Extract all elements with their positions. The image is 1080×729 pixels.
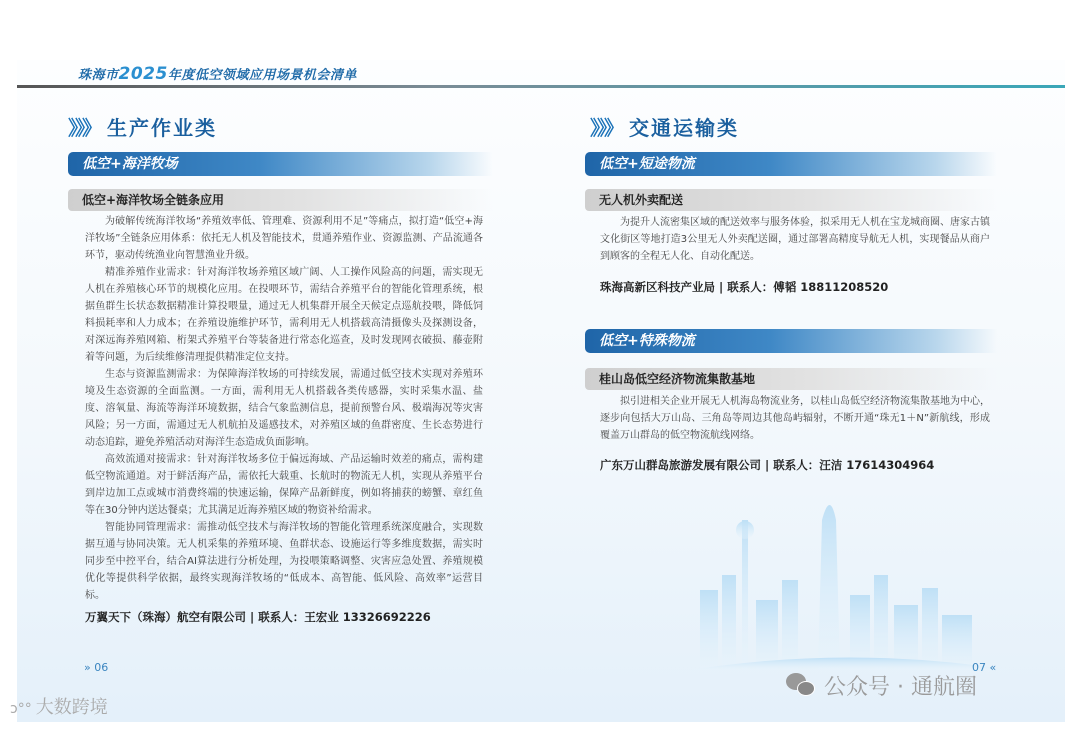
logo-icon: ↄ°° [10,701,32,717]
watermark-text: 大数跨境 [35,697,108,718]
item-description [600,393,990,444]
paragraph: 智能协同管理需求：需推动低空技术与海洋牧场的智能化管理系统深度融合，实现数据互通与协同决策。无人机采集的养殖环境、鱼群状态、设施运行等多维度数据，需实时同步至中控平台，结合AI算法进行分析处理，为投喂策略调整、灾害应急处置、养殖规模优化等提供科学依据，最终实现海洋牧场的“低成本、高智能、低风险、高效率”运营目标。 [85,522,483,601]
paragraph: 为提升人流密集区域的配送效率与服务体验，拟采用无人机在宝龙城商圈、唐家古镇文化街区等地打造3公里无人外卖配送圈，通过部署高精度导航无人机，实现餐品从商户到顾客的全程无人化、自动化配送。 [600,217,990,262]
section-heading-transport [590,112,739,141]
paragraph: 精准养殖作业需求：针对海洋牧场养殖区域广阔、人工操作风险高的问题，需实现无人机在养殖核心环节的规模化应用。在投喂环节，需结合养殖平台的智能化管理系统，根据鱼群生长状态数据精准计算投喂量，通过无人机集群开展全天候定点巡航投喂，降低饲料损耗率和人力成本；在养殖设施维护环节，需利用无人机搭载高清摄像头及探测设备，对深远海养殖网箱、桁架式养殖平台等装备进行常态化巡查，及时发现网衣破损、藤壶附着等问题，为后续维修清理提供精准定位支持。 [85,267,483,363]
watermark-left [10,693,108,719]
paragraph: 生态与资源监测需求：为保障海洋牧场的可持续发展，需通过低空技术实现对养殖环境及生态资源的全面监测。一方面，需利用无人机搭载各类传感器，实时采集水温、盐度、溶氧量、海流等海洋环境数据，结合气象监测信息，提前预警台风、极端海况等灾害风险；另一方面，需通过无人机航拍及遥感技术，对养殖区域的鱼群密度、生长态势进行动态追踪，避免养殖活动对海洋生态造成负面影响。 [85,369,483,448]
city-skyline-illustration [690,480,1010,680]
wechat-icon [786,673,816,697]
contact-info: 珠海高新区科技产业局 | 联系人：傅韬 18811208520 [600,280,889,294]
section-heading-production [68,112,217,141]
item-title-bar: 无人机外卖配送 [585,189,997,211]
item-title-bar: 低空+海洋牧场全链条应用 [68,189,493,211]
chevrons-icon: 》》》 [68,116,99,140]
document-title [78,64,357,84]
item-title-bar: 桂山岛低空经济物流集散基地 [585,368,997,390]
paragraph: 高效流通对接需求：针对海洋牧场多位于偏远海域、产品运输时效差的痛点，需构建低空物流通道。对于鲜活海产品，需依托大载重、长航时的物流无人机，实现从养殖平台到岸边加工点或城市消费终端的快速运输，保障产品新鲜度，例如将捕获的螃蟹、章红鱼等在30分钟内送达餐桌；尤其满足近海养殖区域的物资补给需求。 [85,454,483,516]
paragraph: 为破解传统海洋牧场“养殖效率低、管理难、资源利用不足”等痛点，拟打造“低空+海洋牧场”全链条应用体系：依托无人机及智能技术，贯通养殖作业、资源监测、产品流通各环节，驱动传统渔业向智慧渔业升级。 [85,216,483,261]
section-title: 交通运输类 [629,116,739,140]
watermark-right [786,670,977,701]
category-bar-short-logistics: 低空+短途物流 [585,152,997,176]
category-bar-special-logistics: 低空+特殊物流 [585,329,997,353]
item-description [85,213,483,604]
title-year: 2025 [118,64,168,84]
title-prefix: 珠海市 [78,68,119,83]
contact-info: 万翼天下（珠海）航空有限公司 | 联系人：王宏业 13326692226 [85,610,431,624]
paragraph: 拟引进相关企业开展无人机海岛物流业务，以桂山岛低空经济物流集散基地为中心，逐步向包括大万山岛、三角岛等周边其他岛屿辐射，不断开通“珠无1＋N”新航线，形成覆盖万山群岛的低空物流航线网络。 [600,396,990,441]
header-divider [17,85,1065,88]
title-suffix: 年度低空领域应用场景机会清单 [167,68,357,83]
section-title: 生产作业类 [107,116,217,140]
page-number: 07 « [972,661,997,674]
page-number: » 06 [84,661,109,674]
watermark-text: 公众号 · 通航圈 [824,675,977,700]
contact-info: 广东万山群岛旅游发展有限公司 | 联系人：汪洁 17614304964 [600,458,935,472]
chevrons-icon: 》》》 [590,116,621,140]
item-description [600,214,990,265]
category-bar-ocean-ranch: 低空+海洋牧场 [68,152,493,176]
